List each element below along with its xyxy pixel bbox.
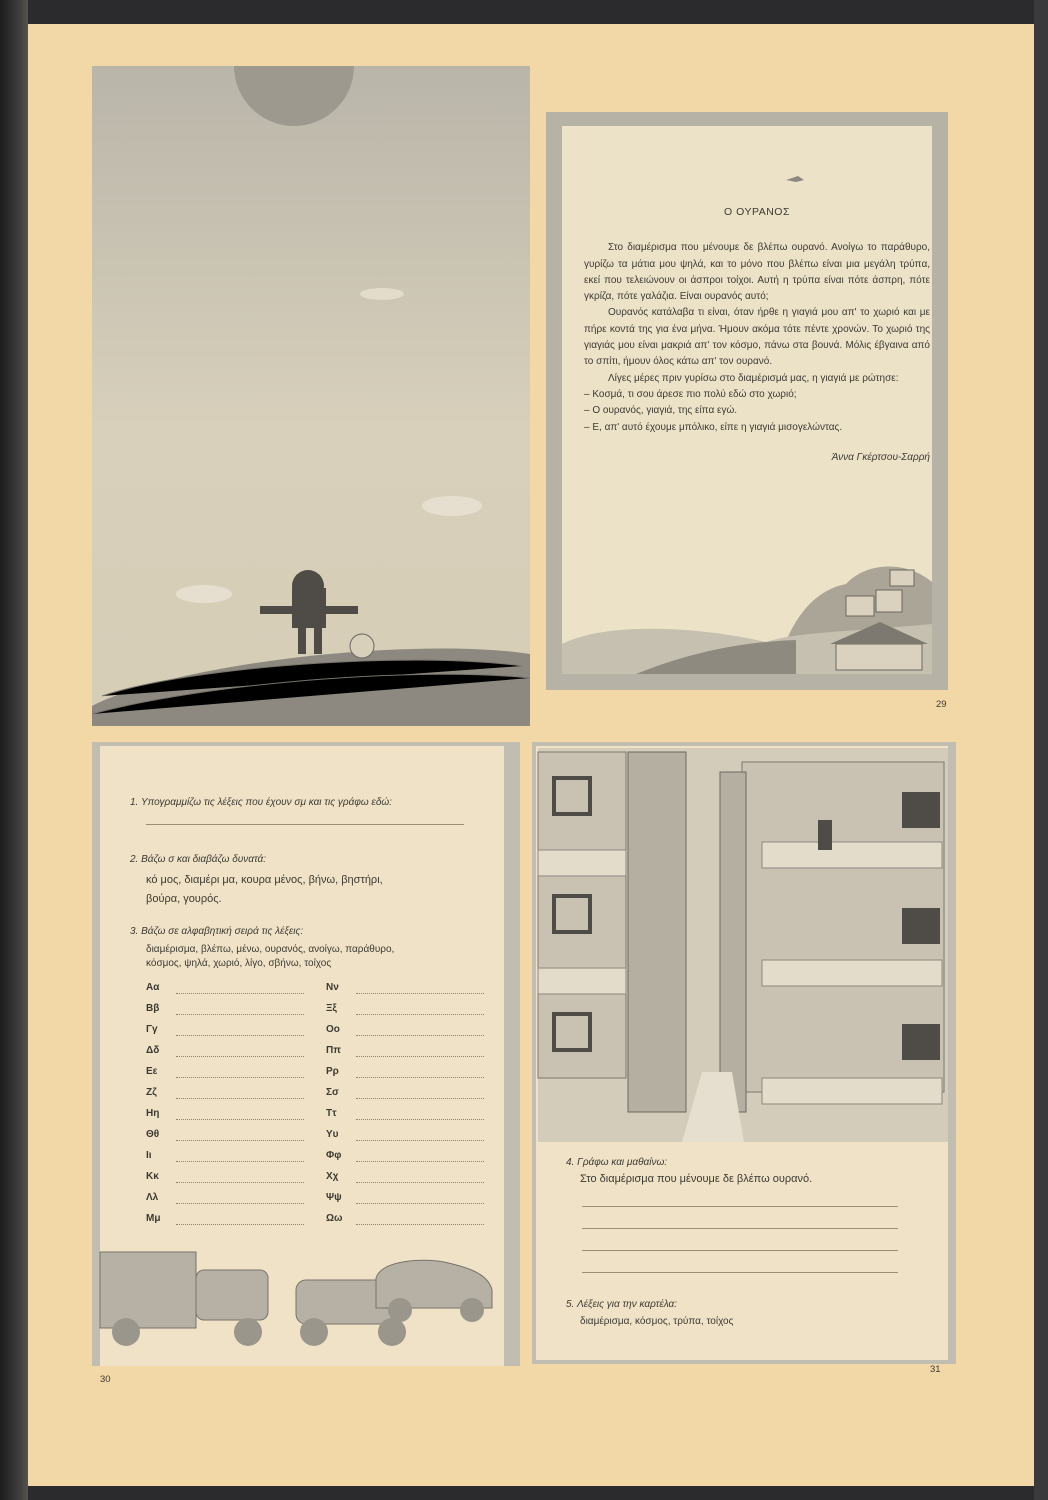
- exercise-instruction: Γράφω και μαθαίνω:: [577, 1157, 668, 1168]
- exercise-instruction: Υπογραμμίζω τις λέξεις που έχουν σμ και τις γράφω εδώ:: [140, 797, 392, 808]
- exercise-instruction: Βάζω σ και διαβάζω δυνατά:: [141, 854, 267, 865]
- exercise-2: [130, 854, 490, 909]
- alphabet-letter: Νν: [326, 982, 339, 993]
- alphabet-answer-line[interactable]: [176, 1119, 304, 1120]
- alphabet-letter: Ιι: [146, 1150, 152, 1161]
- page-number-30: 30: [100, 1374, 111, 1385]
- alphabet-answer-line[interactable]: [356, 1161, 484, 1162]
- alphabet-answer-line[interactable]: [176, 993, 304, 994]
- alphabet-letter: Αα: [146, 982, 160, 993]
- alphabet-answer-line[interactable]: [356, 1077, 484, 1078]
- alphabet-letter: Οο: [326, 1024, 340, 1035]
- alphabet-letter: Χχ: [326, 1171, 339, 1182]
- alphabet-answer-line[interactable]: [356, 1203, 484, 1204]
- exercise-3: [130, 926, 490, 971]
- alphabet-answer-line[interactable]: [176, 1098, 304, 1099]
- story-paragraph: Ουρανός κατάλαβα τι είναι, όταν ήρθε η γιαγιά μου απ' το χωριό και με πήρε κοντά της για ένα μήνα. Ήμουν ακόμα τότε πέντε χρονών. Το χωριό της γιαγιάς μου είναι μακριά απ' τον κόσμο, πάνω στα βουνά. Μόλις έβγαινα από το σπίτι, ήμουν όλος κάτω απ' τον ουρανό.: [584, 307, 930, 368]
- alphabet-answer-line[interactable]: [176, 1161, 304, 1162]
- alphabet-letter: Ππ: [326, 1045, 341, 1056]
- page-number-31: 31: [930, 1364, 941, 1375]
- alphabet-answer-line[interactable]: [176, 1035, 304, 1036]
- alphabet-letter: Ωω: [326, 1213, 343, 1224]
- alphabet-letter: Γγ: [146, 1024, 158, 1035]
- exercise-instruction: Λέξεις για την καρτέλα:: [576, 1299, 678, 1310]
- answer-line[interactable]: [582, 1250, 898, 1251]
- alphabet-letter: Εε: [146, 1066, 158, 1077]
- answer-line[interactable]: [582, 1228, 898, 1229]
- exercise-number: 3.: [130, 926, 139, 937]
- exercise-words: κόσμος, ψηλά, χωριό, λίγο, σβήνω, τοίχος: [146, 958, 332, 969]
- exercise-number: 4.: [566, 1157, 575, 1168]
- alphabet-answer-line[interactable]: [176, 1182, 304, 1183]
- alphabet-answer-line[interactable]: [176, 1056, 304, 1057]
- alphabet-letter: Θθ: [146, 1129, 160, 1140]
- alphabet-letter: Ηη: [146, 1108, 160, 1119]
- alphabet-letter: Κκ: [146, 1171, 159, 1182]
- exercise-number: 1.: [130, 797, 139, 808]
- alphabet-answer-line[interactable]: [356, 1224, 484, 1225]
- alphabet-letter: Ττ: [326, 1108, 337, 1119]
- dialog-line: – Κοσμά, τι σου άρεσε πιο πολύ εδώ στο χωριό;: [584, 388, 797, 400]
- alphabet-answer-line[interactable]: [356, 1182, 484, 1183]
- page-edge: [1034, 0, 1048, 1500]
- alphabet-letter: Δδ: [146, 1045, 160, 1056]
- story-title: Ο ΟΥΡΑΝΟΣ: [724, 206, 790, 218]
- answer-line[interactable]: [582, 1272, 898, 1273]
- alphabet-letter: Ψψ: [326, 1192, 342, 1203]
- dialog-line: – Ο ουρανός, γιαγιά, της είπα εγώ.: [584, 405, 738, 417]
- alphabet-letter: Μμ: [146, 1213, 161, 1224]
- story-paragraph: Στο διαμέρισμα που μένουμε δε βλέπω ουρανό. Ανοίγω το παράθυρο, γυρίζω τα μάτια μου ψηλά, και το μόνο που βλέπω είναι μια μεγάλη τρύπα, εκεί που τελειώνουν οι άσπροι τοίχοι. Αυτή η τρύπα είναι πότε άσπρη, πότε γκρίζα, πότε γαλάζια. Είναι ουρανός αυτό;: [584, 242, 930, 303]
- exercise-words: διαμέρισμα, βλέπω, μένω, ουρανός, ανοίγω, παράθυρο,: [146, 944, 395, 955]
- alphabet-answer-line[interactable]: [356, 1035, 484, 1036]
- exercise-words: κό μος, διαμέρι μα, κουρα μένος, βήνω, βηστήρι,: [146, 874, 383, 886]
- alphabet-answer-line[interactable]: [356, 993, 484, 994]
- exercise-words: βούρα, γουρός.: [146, 893, 222, 905]
- answer-line[interactable]: [146, 824, 464, 825]
- exercise-1: [130, 797, 490, 808]
- book-binding: [0, 0, 28, 1500]
- alphabet-letter: Ξξ: [326, 1003, 337, 1014]
- alphabet-answer-line[interactable]: [176, 1203, 304, 1204]
- alphabet-answer-line[interactable]: [356, 1056, 484, 1057]
- alphabet-letter: Ρρ: [326, 1066, 339, 1077]
- alphabet-letter: Λλ: [146, 1192, 159, 1203]
- alphabet-answer-line[interactable]: [356, 1014, 484, 1015]
- exercise-number: 5.: [566, 1299, 575, 1310]
- answer-line[interactable]: [582, 1206, 898, 1207]
- alphabet-answer-line[interactable]: [176, 1224, 304, 1225]
- exercise-4: [566, 1157, 906, 1189]
- alphabet-answer-line[interactable]: [176, 1077, 304, 1078]
- exercise-panel-right: [532, 742, 956, 1364]
- story-author: Άννα Γκέρτσου-Σαρρή: [831, 451, 930, 463]
- alphabet-letter: Φφ: [326, 1150, 342, 1161]
- alphabet-letter: Ζζ: [146, 1087, 157, 1098]
- alphabet-answer-line[interactable]: [356, 1098, 484, 1099]
- alphabet-answer-line[interactable]: [356, 1140, 484, 1141]
- page-number-29: 29: [936, 699, 947, 710]
- copy-sentence: Στο διαμέρισμα που μένουμε δε βλέπω ουρανό.: [580, 1173, 813, 1185]
- alphabet-letter: Ββ: [146, 1003, 160, 1014]
- alphabet-answer-line[interactable]: [176, 1140, 304, 1141]
- exercise-number: 2.: [130, 854, 139, 865]
- alphabet-answer-line[interactable]: [356, 1119, 484, 1120]
- dialog-line: – Ε, απ' αυτό έχουμε μπόλικο, είπε η γιαγιά μισογελώντας.: [584, 421, 843, 433]
- card-words: διαμέρισμα, κόσμος, τρύπα, τοίχος: [580, 1316, 734, 1327]
- story-text: [584, 204, 930, 466]
- exercise-5: [566, 1299, 906, 1327]
- sky-illustration: [92, 66, 530, 726]
- alphabet-answer-line[interactable]: [176, 1014, 304, 1015]
- exercise-instruction: Βάζω σε αλφαβητική σειρά τις λέξεις:: [141, 926, 304, 937]
- story-paragraph: Λίγες μέρες πριν γυρίσω στο διαμέρισμά μας, η γιαγιά με ρώτησε:: [608, 372, 899, 384]
- alphabet-letter: Σσ: [326, 1087, 339, 1098]
- alphabet-letter: Υυ: [326, 1129, 339, 1140]
